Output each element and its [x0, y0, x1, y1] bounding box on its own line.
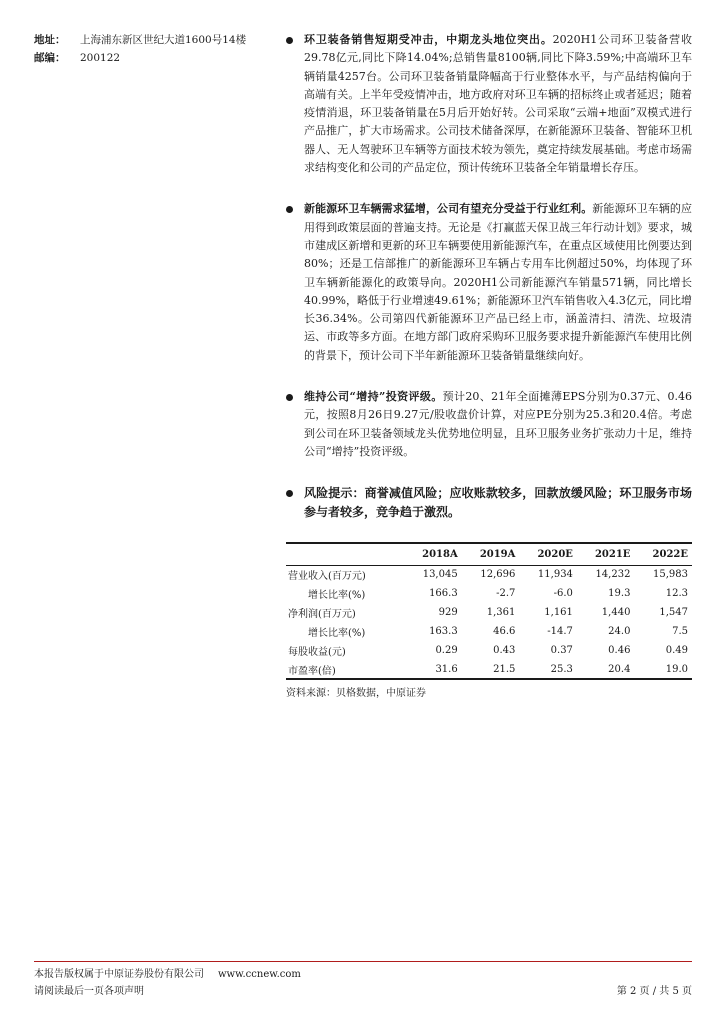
risk-body: 商誉减值风险；应收账款较多，回款放缓风险；环卫服务市场参与者较多，竞争趋于激烈。 — [304, 486, 692, 520]
table-cell: -14.7 — [547, 626, 573, 638]
column-header: 2022E — [634, 543, 692, 565]
bullet-icon — [286, 206, 293, 213]
paragraph-lead: 环卫装备销售短期受冲击，中期龙头地位突出。 — [304, 33, 553, 46]
row-label: 净利润(百万元) — [288, 609, 356, 621]
table-row — [286, 660, 692, 679]
table-cell: 13,045 — [422, 569, 458, 581]
row-label: 每股收益(元) — [288, 647, 346, 659]
table-cell: 25.3 — [519, 660, 577, 679]
financial-forecast-table — [286, 542, 692, 680]
bullet-icon — [286, 394, 293, 401]
paragraph-sanitation-equipment — [286, 31, 692, 177]
row-label: 增长比率(%) — [308, 628, 366, 640]
column-header: 2019A — [462, 543, 520, 565]
table-cell: 0.29 — [435, 645, 458, 657]
table-cell: -2.7 — [496, 588, 516, 600]
table-cell: 1,161 — [544, 607, 573, 619]
zip-label: 邮编： — [34, 52, 66, 64]
footer-copyright: 本报告版权属于中原证券股份有限公司 — [34, 969, 204, 980]
paragraph-new-energy — [286, 200, 692, 365]
paragraph-rating — [286, 388, 692, 461]
address-value: 上海浦东新区世纪大道1600号14楼 — [80, 34, 247, 46]
table-cell: 12,696 — [480, 569, 516, 581]
page-footer — [34, 966, 692, 1000]
table-cell: 19.0 — [634, 660, 692, 679]
column-header — [286, 543, 404, 565]
paragraph-body: 2020H1公司环卫装备营收29.78亿元,同比下降14.04%;总销售量8100辆,同比下降3.59%;中高端环卫车辆销量4257台。公司环卫装备销量降幅高于行业整体水平，与产品结构偏向于高端有关。上半年受疫情冲击，地方政府对环卫车辆的招标终止或者延迟；随着疫情消退，环卫装备销量在5月后开始好转。公司采取“云端+地面”双模式进行产品推广，扩大市场需求。公司技术储备深厚，在新能源环卫装备、智能环卫机器人、无人驾驶环卫车辆等方面技术较为领先，奠定持续发展基础。考虑市场需求结构变化和公司的产品定位，预计传统环卫装备全年销量增长存压。 — [304, 33, 692, 175]
table-cell: 929 — [438, 607, 458, 619]
table-cell: 14,232 — [595, 569, 631, 581]
risk-lead: 风险提示： — [304, 486, 365, 501]
table-cell: 21.5 — [462, 660, 520, 679]
footer-rule — [34, 961, 692, 962]
table-row — [286, 641, 692, 660]
row-label: 市盈率(倍) — [286, 660, 404, 679]
address-row — [34, 31, 279, 49]
table-row — [286, 603, 692, 622]
table-row — [286, 565, 692, 584]
bullet-icon — [286, 490, 293, 497]
paragraph-body: 预计20、21年全面摊薄EPS分别为0.37元、0.46元，按照8月26日9.27元/股收盘价计算，对应PE分别为25.3和20.4倍。考虑到公司在环卫装备领域龙头优势地位明显，且环卫服务业务扩张动力十足，维持公司“增持”投资评级。 — [304, 390, 692, 458]
bullet-icon — [286, 37, 293, 44]
footer-website-link[interactable]: www.ccnew.com — [218, 969, 301, 980]
table-cell: 1,440 — [601, 607, 631, 619]
address-label: 地址： — [34, 34, 66, 46]
table-row — [286, 584, 692, 603]
zip-value: 200122 — [80, 52, 121, 64]
table-cell: 0.37 — [550, 645, 573, 657]
table-cell: 12.3 — [665, 588, 688, 600]
table-cell: 19.3 — [608, 588, 631, 600]
table-cell: -6.0 — [553, 588, 573, 600]
table-cell: 31.6 — [404, 660, 462, 679]
row-label: 增长比率(%) — [308, 590, 366, 602]
footer-disclaimer: 请阅读最后一页各项声明 — [34, 986, 144, 997]
table-cell: 0.46 — [608, 645, 631, 657]
paragraph-body: 新能源环卫车辆的应用得到政策层面的普遍支持。无论是《打赢蓝天保卫战三年行动计划》要求，城市建成区新增和更新的环卫车辆要使用新能源汽车，在重点区域使用比例要达到80%；还是工信部推广的新能源环卫车辆占专用车比例超过50%，均体现了环卫车辆新能源化的政策导向。2020H1公司新能源汽车销量571辆，同比增长40.99%，略低于行业增速49.61%；新能源环卫汽车销售收入4.3亿元，同比增长36.34%。公司第四代新能源环卫产品已经上市，涵盖清扫、清洗、垃圾清运、市政等多方面。在地方部门政府采购环卫服务要求提升新能源汽车使用比例的背景下，预计公司下半年新能源环卫装备销量继续向好。 — [304, 202, 693, 362]
row-label: 营业收入(百万元) — [288, 571, 366, 583]
table-cell: 163.3 — [429, 626, 458, 638]
table-cell: 24.0 — [608, 626, 631, 638]
sidebar-contact — [34, 31, 279, 67]
table-cell: 166.3 — [429, 588, 458, 600]
table-cell: 20.4 — [577, 660, 635, 679]
page-number: 第 2 页 / 共 5 页 — [616, 986, 692, 997]
table-cell: 1,547 — [659, 607, 688, 619]
table-cell: 15,983 — [653, 569, 688, 581]
column-header: 2020E — [519, 543, 577, 565]
zip-row — [34, 49, 279, 67]
paragraph-lead: 维持公司“增持”投资评级。 — [304, 390, 443, 404]
table-cell: 11,934 — [537, 569, 573, 581]
table-cell: 1,361 — [486, 607, 516, 619]
table-cell: 0.49 — [665, 645, 688, 657]
table-header-row — [286, 543, 692, 565]
table-cell: 0.43 — [493, 645, 516, 657]
table-cell: 7.5 — [672, 626, 688, 638]
risk-warning — [286, 484, 692, 522]
column-header: 2018A — [404, 543, 462, 565]
column-header: 2021E — [577, 543, 635, 565]
main-content — [286, 31, 692, 699]
table-row — [286, 622, 692, 641]
paragraph-lead: 新能源环卫车辆需求猛增，公司有望充分受益于行业红利。 — [304, 202, 593, 216]
table-cell: 46.6 — [493, 626, 516, 638]
table-source: 资料来源：贝格数据，中原证券 — [286, 688, 426, 700]
